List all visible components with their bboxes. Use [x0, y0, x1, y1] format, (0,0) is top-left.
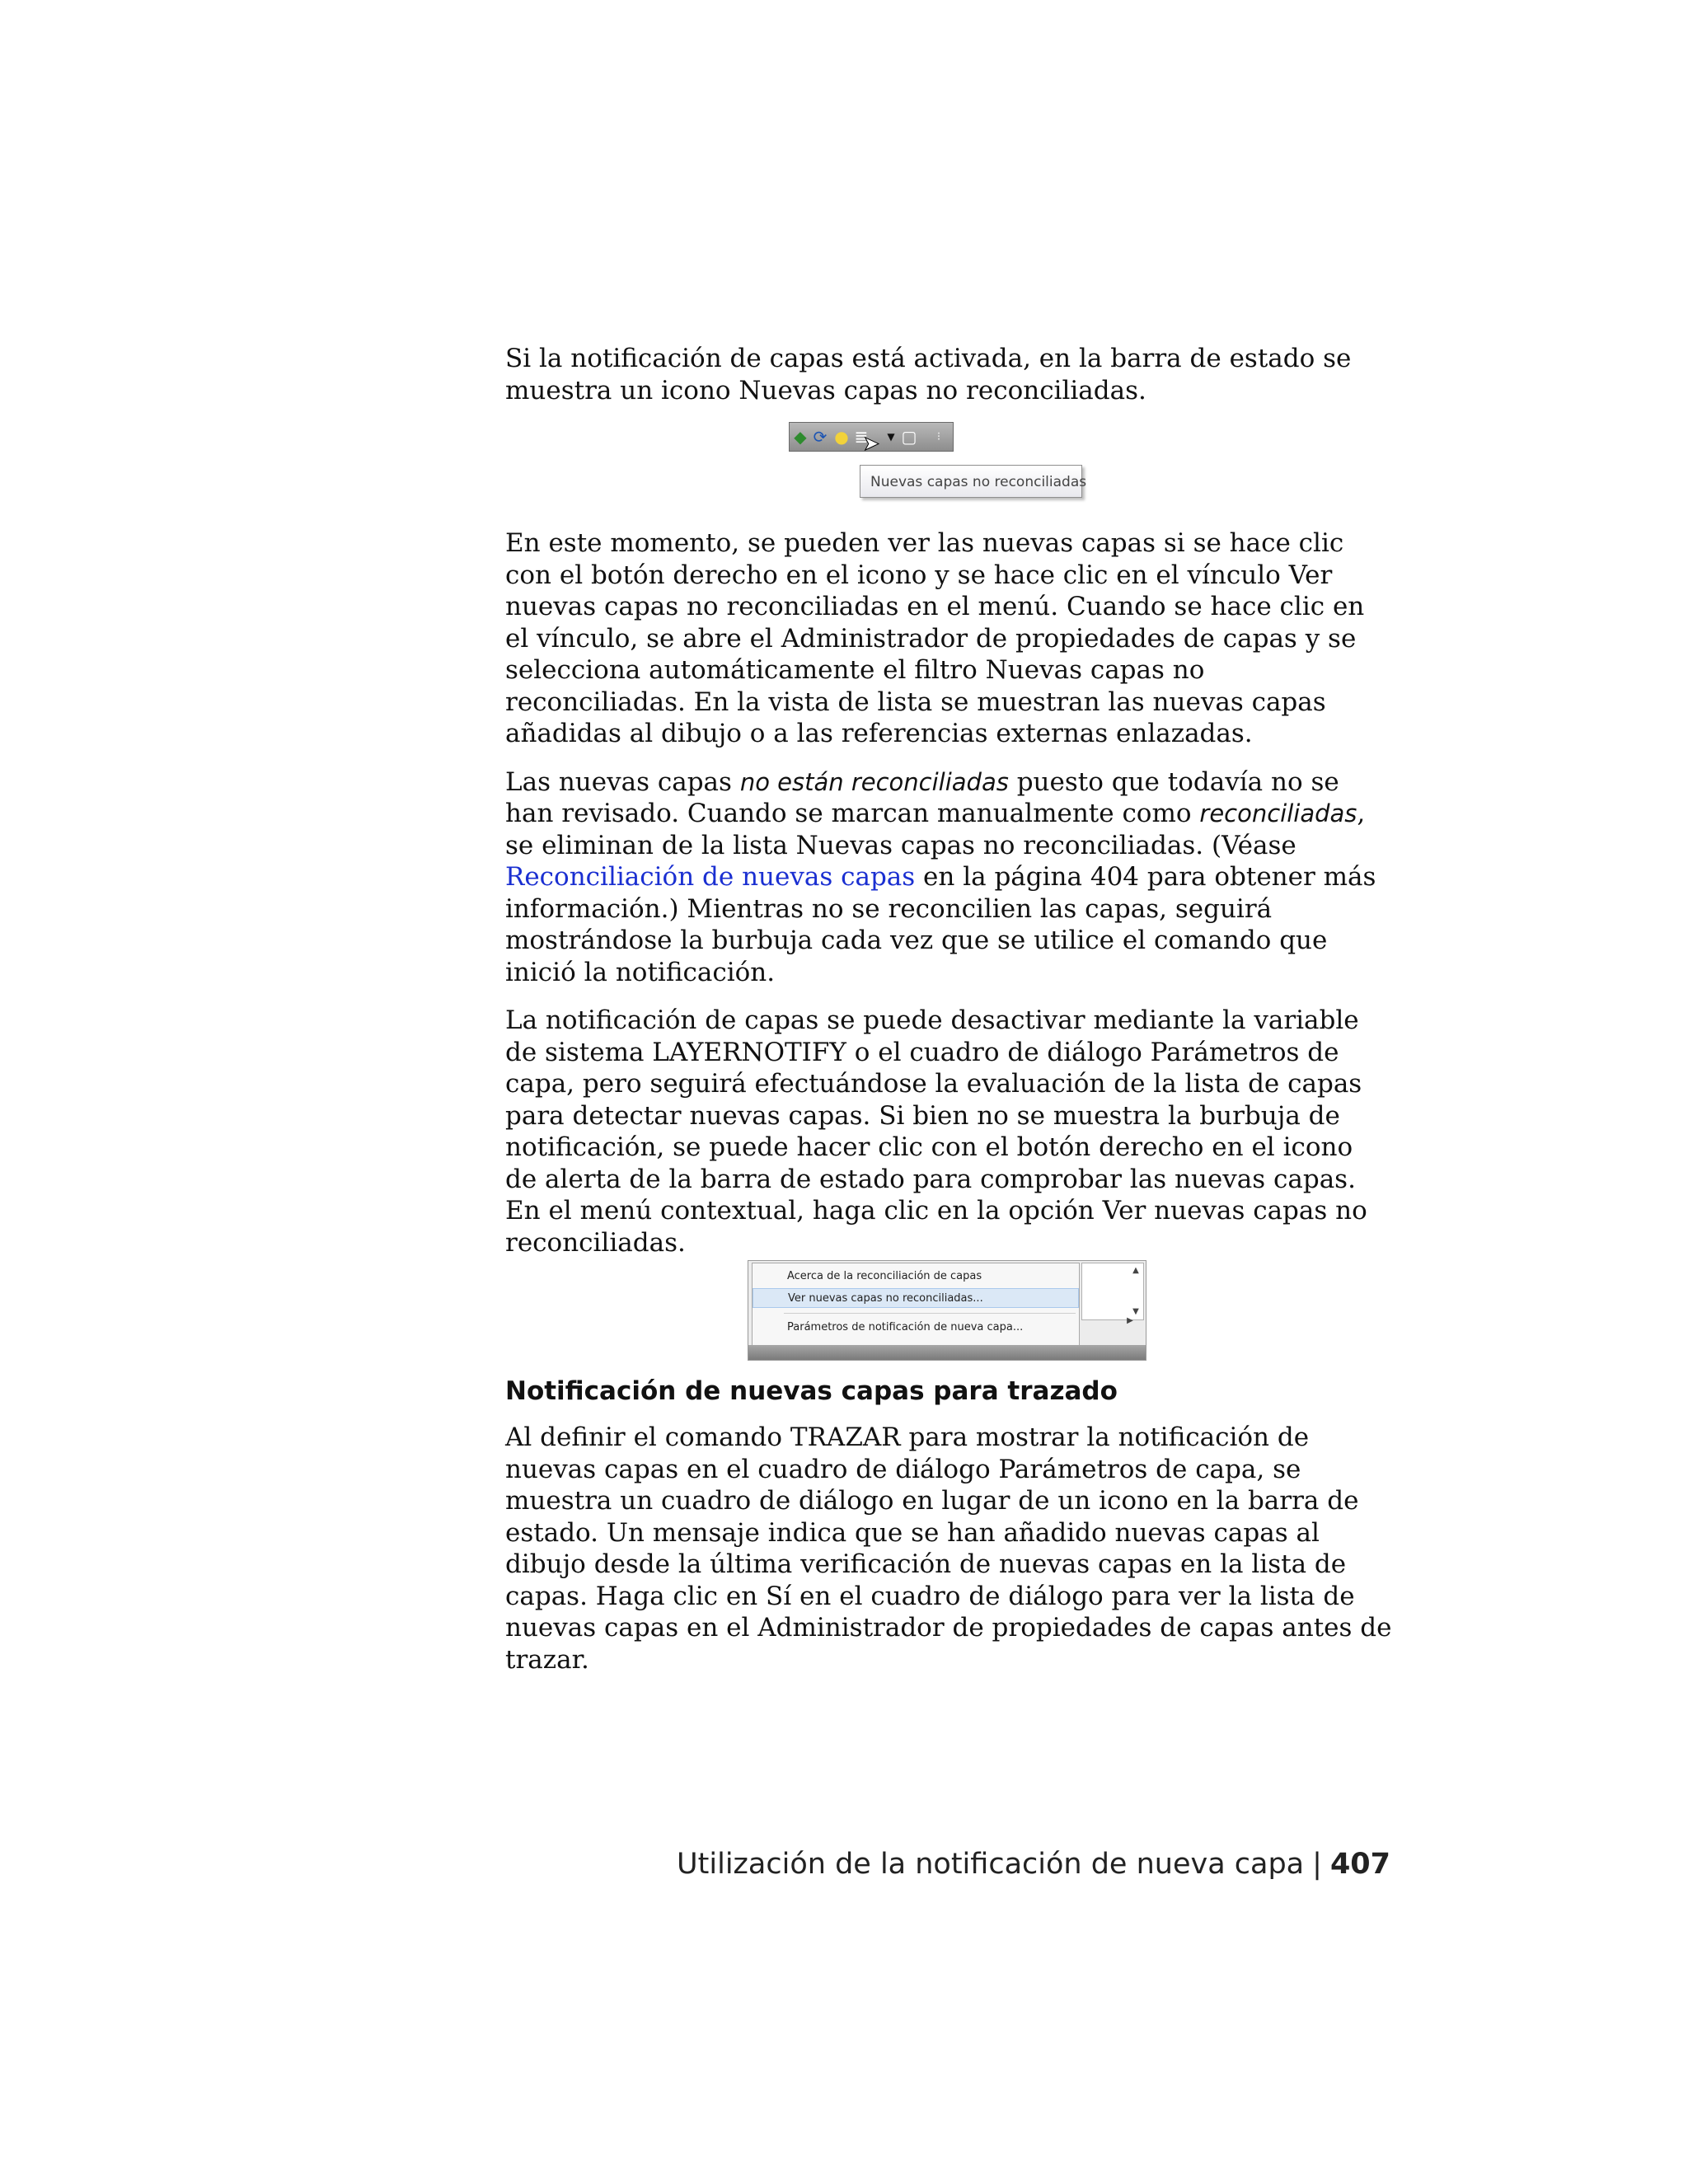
scroll-down-icon[interactable]: ▼ — [1132, 1307, 1139, 1316]
paragraph-plot-notification: Al definir el comando TRAZAR para mostrar la notificación de nuevas capas en el cuadro de diálogo Parámetros de capa, se muestra un cuadro de diálogo en lugar de un icono en la barra de estado. Un mensaje indica que se han añadido nuevas capas al dibujo desde la última verificación de nuevas capas en la lista de capas. Haga clic en Sí en el cuadro de diálogo para ver la lista de nuevas capas en el Administrador de propiedades de capas antes de trazar. — [505, 1422, 1392, 1675]
paragraph-view-layers: En este momento, se pueden ver las nuevas capas si se hace clic con el botón derecho en el icono y se hace clic en el vínculo Ver nuevas capas no reconciliadas en el menú. Cuando se hace clic en el vínculo, se abre el Administrador de propiedades de capas y se selecciona automáticamente el filtro Nuevas capas no reconciliadas. En la vista de lista se muestran las nuevas capas añadidas al dibujo o a las referencias externas enlazadas. — [505, 528, 1365, 748]
layers-alert-icon[interactable]: ≣ — [854, 427, 869, 447]
list-panel — [1081, 1263, 1144, 1320]
menu-item-notification-settings[interactable]: Parámetros de notificación de nueva capa... — [787, 1321, 1024, 1333]
context-menu-screenshot — [748, 1260, 1146, 1361]
page-footer — [677, 1848, 1390, 1881]
status-bar — [789, 422, 954, 455]
scroll-up-icon[interactable]: ▲ — [1132, 1266, 1139, 1275]
scroll-right-icon[interactable]: ▶ — [1127, 1316, 1133, 1325]
page-body — [505, 343, 1392, 1675]
paragraph-reconciled: Las nuevas capas no están reconciliadas puesto que todavía no se han revisado. Cuando se marcan manualmente como reconciliadas, se eliminan de la lista Nuevas capas no reconciliadas. (Véase Reconciliación de nuevas capas en la página 404 para obtener más información.) Mientras no se reconcilien las capas, seguirá mostrándose la burbuja cada vez que se utilice el comando que inició la notificación. — [505, 766, 1376, 987]
emphasis-not-reconciled: no están reconciliadas — [739, 767, 1009, 796]
menu-separator — [784, 1313, 1076, 1314]
grip-icon[interactable]: ⁝ — [936, 430, 941, 443]
mouse-cursor-icon: ➤ — [862, 432, 880, 455]
page-number: 407 — [1329, 1848, 1390, 1881]
refresh-icon[interactable]: ⟳ — [813, 427, 828, 447]
emphasis-reconciled: reconciliadas — [1199, 799, 1357, 827]
layer-icon[interactable]: ◆ — [794, 427, 807, 447]
window-icon[interactable]: ▢ — [901, 427, 917, 447]
menu-item-view-new-layers[interactable]: Ver nuevas capas no reconciliadas... — [753, 1288, 1079, 1308]
paragraph-intro: Si la notificación de capas está activada, en la barra de estado se muestra un icono Nuevas capas no reconciliadas. — [505, 344, 1352, 405]
paragraph-disable-notification: La notificación de capas se puede desactivar mediante la variable de sistema LAYERNOTIFY o el cuadro de diálogo Parámetros de capa, pero seguirá efectuándose la evaluación de la lista de capas para detectar nuevas capas. Si bien no se muestra la burbuja de notificación, se puede hacer clic con el botón derecho en el icono de alerta de la barra de estado para comprobar las nuevas capas. En el menú contextual, haga clic en la opción Ver nuevas capas no reconciliadas. — [505, 1005, 1367, 1258]
status-bar-figure — [505, 422, 1392, 527]
status-bar-strip — [748, 1345, 1146, 1360]
lightbulb-icon[interactable]: ● — [834, 427, 849, 447]
footer-separator: | — [1312, 1848, 1322, 1881]
dropdown-arrow-icon[interactable]: ▼ — [887, 431, 895, 443]
menu-item-about[interactable]: Acerca de la reconciliación de capas — [787, 1270, 982, 1282]
reconciliation-link[interactable]: Reconciliación de nuevas capas — [505, 862, 916, 892]
section-heading: Notificación de nuevas capas para trazado — [505, 1376, 1118, 1406]
footer-title: Utilización de la notificación de nueva capa — [677, 1848, 1305, 1881]
context-menu — [752, 1263, 1080, 1348]
context-menu-figure — [505, 1260, 1392, 1364]
tooltip: Nuevas capas no reconciliadas — [860, 465, 1082, 498]
